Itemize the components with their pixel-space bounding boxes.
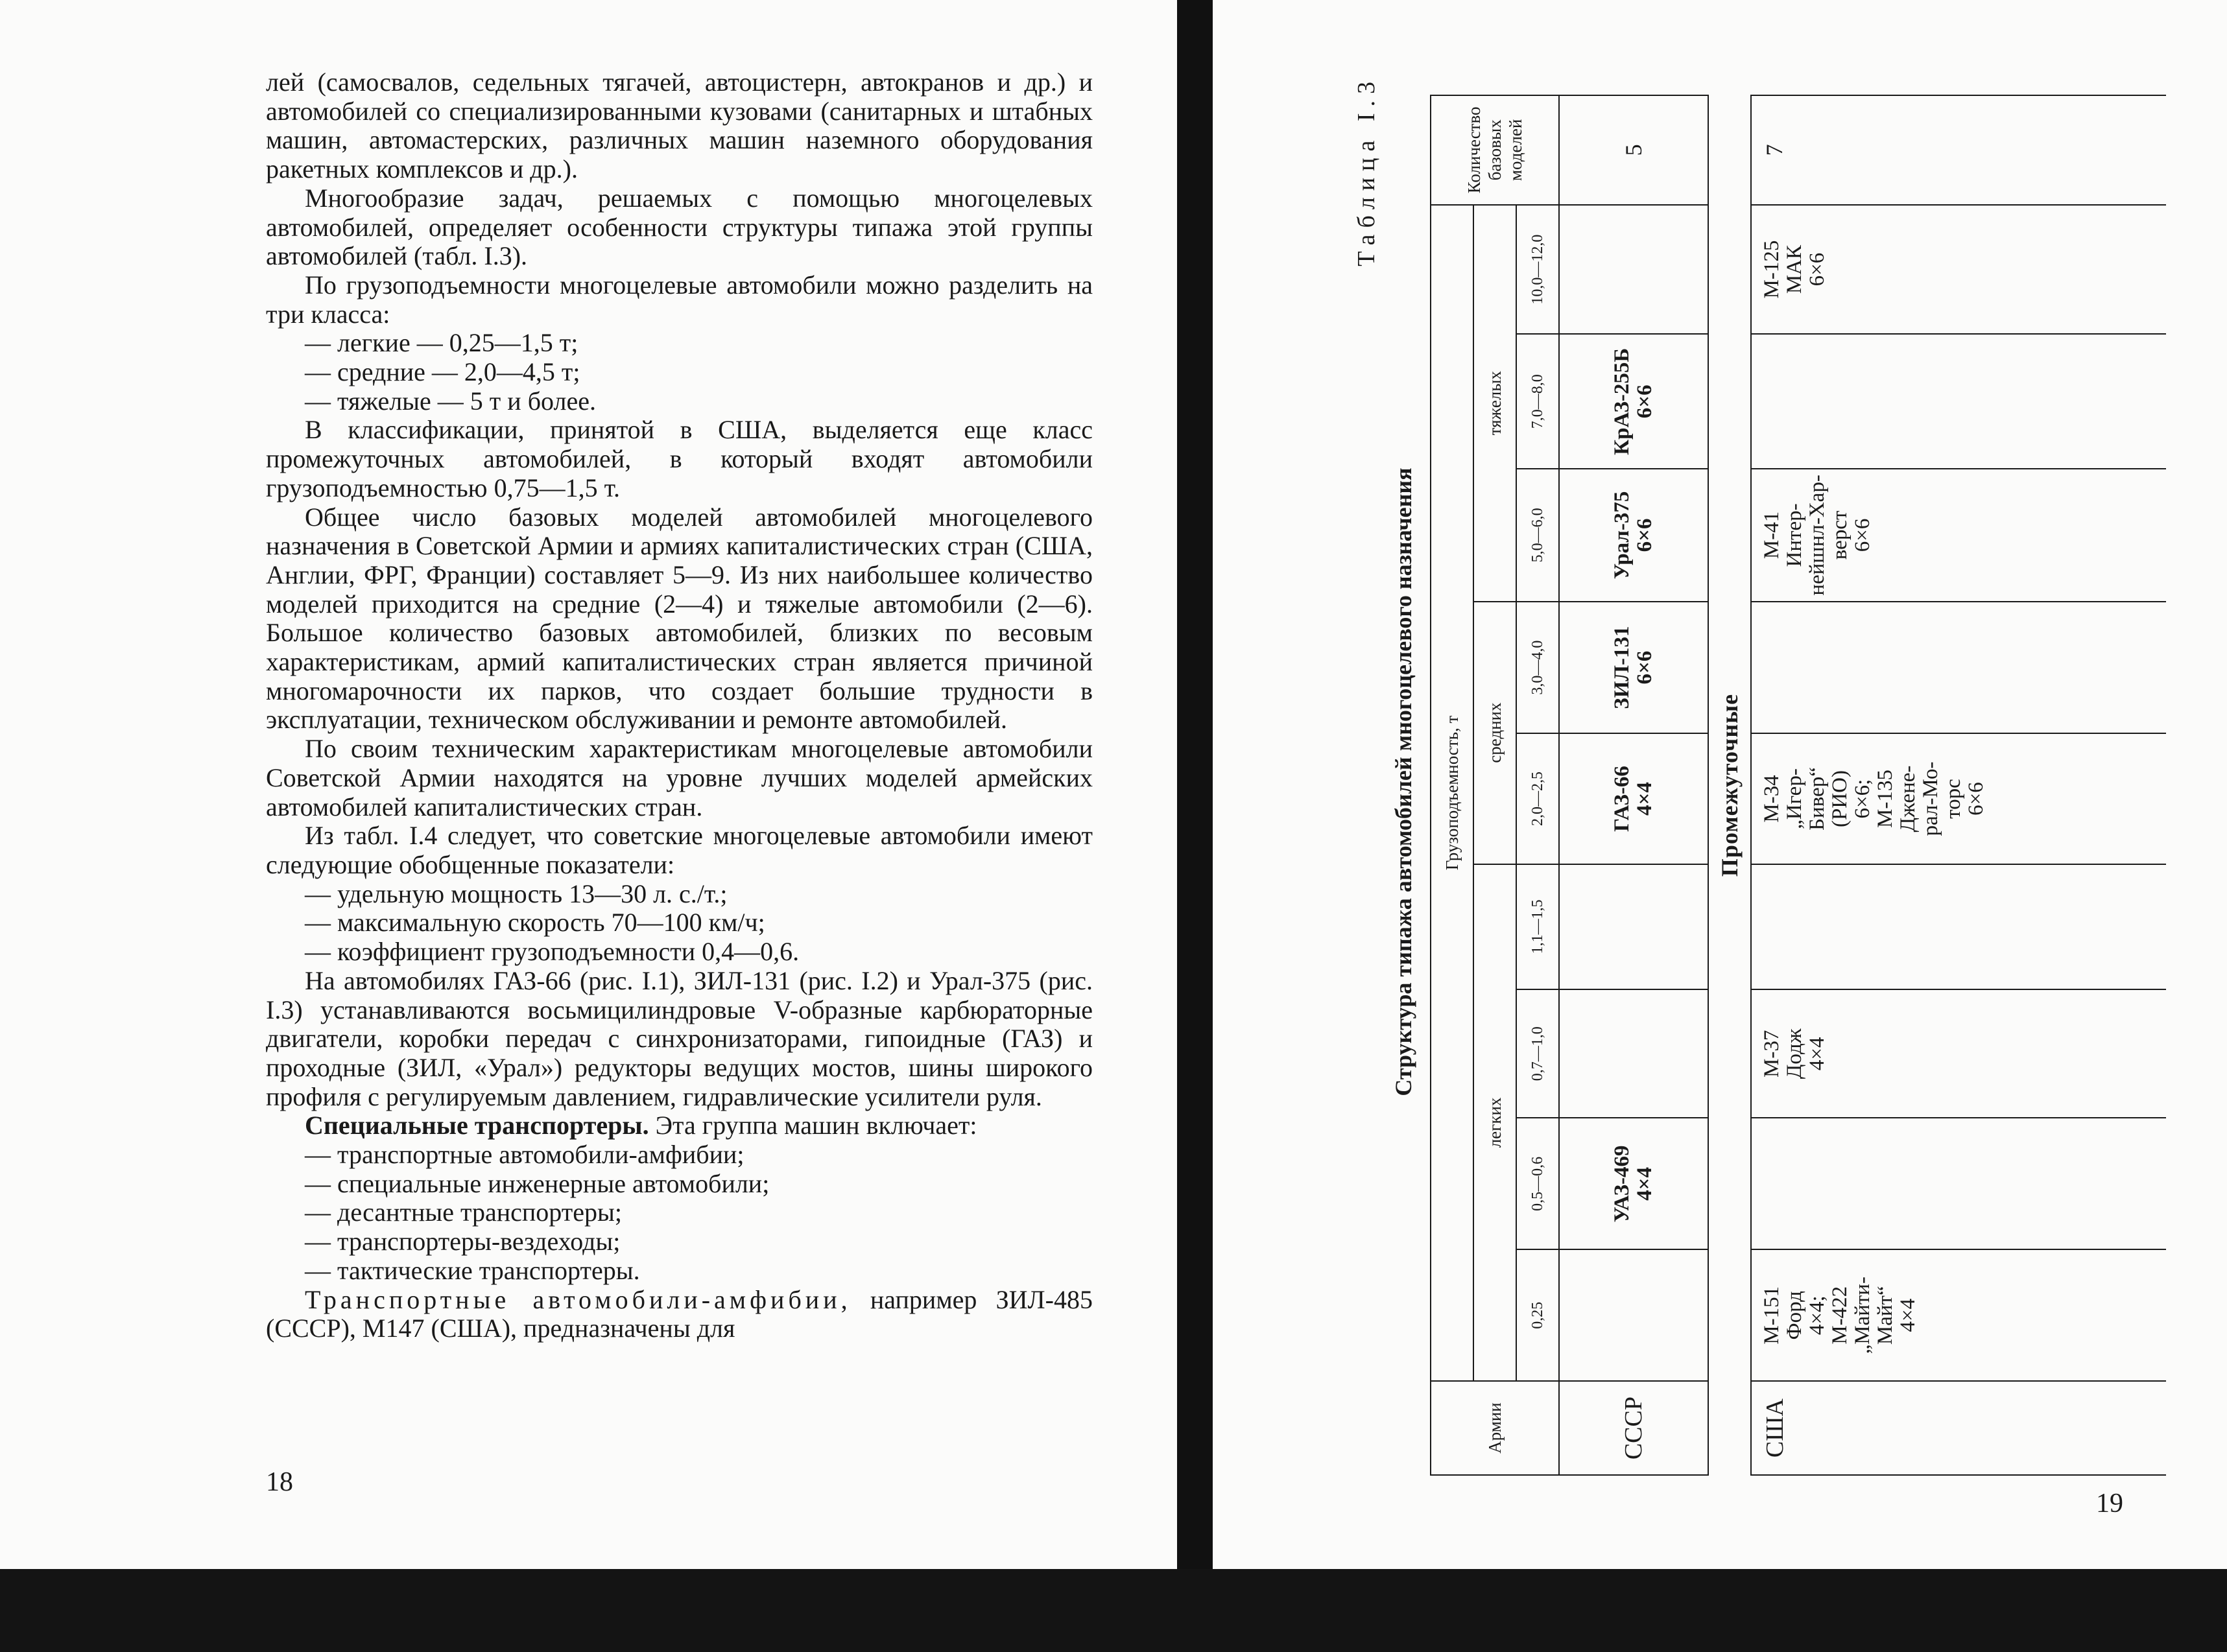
paragraph-rest: Эта группа машин включает: bbox=[649, 1111, 977, 1140]
paragraph: На автомобилях ГАЗ-66 (рис. I.1), ЗИЛ-131 (рис. I.2) и Урал-375 (рис. I.3) устанавливаются восьмицилиндровые V-образные карбюраторные двигатели, коробки передач с синхронизаторами, гипоидные (ГАЗ) и проходные (ЗИЛ, «Урал») редукторы ведущих мостов, шины широкого профиля с регулируемым давлением, гидравлические усилители руля. bbox=[266, 965, 1093, 1111]
header-group-heavy: тяжелых bbox=[1473, 205, 1516, 602]
army-cell: США bbox=[1751, 1381, 2166, 1475]
header-group-medium: средних bbox=[1473, 602, 1516, 864]
list-item: — транспортные автомобили-амфибии; bbox=[305, 1140, 744, 1170]
model-cell: Урал-375 6×6 bbox=[1559, 469, 1708, 602]
header-range: 1,1—1,5 bbox=[1516, 864, 1559, 989]
model-cell bbox=[1559, 864, 1708, 989]
model-cell: М-37 Додж 4×4 bbox=[1751, 989, 2166, 1118]
paragraph: По своим техническим характеристикам многоцелевые автомобили Советской Армии находятся на уровне лучших моделей армейских автомобилей капиталистических стран. bbox=[266, 734, 1093, 821]
model-cell: ГАЗ-66 4×4 bbox=[1559, 733, 1708, 864]
left-page-text bbox=[266, 68, 1093, 1343]
model-cell: М-41 Интер- нейшнл-Хар- верст 6×6 bbox=[1751, 469, 2166, 602]
vehicle-structure-table bbox=[1430, 95, 2166, 1476]
bold-lead: Специальные транспортеры. bbox=[305, 1111, 649, 1140]
spaced-lead: Транспортные автомобили-амфибии, bbox=[305, 1284, 852, 1314]
subheader-intermediate: Промежуточные bbox=[1708, 95, 1751, 1475]
table-row-usa bbox=[1751, 95, 2166, 1475]
list-item: — легкие — 0,25—1,5 т; bbox=[305, 328, 578, 358]
header-range: 2,0—2,5 bbox=[1516, 733, 1559, 864]
model-cell bbox=[1559, 989, 1708, 1118]
list-item: — средние — 2,0—4,5 т; bbox=[305, 357, 580, 387]
rotated-table-block bbox=[1352, 69, 2163, 1495]
header-armies: Армии bbox=[1431, 1381, 1559, 1475]
count-cell: 7 bbox=[1751, 95, 2166, 205]
header-count: Количество базовых моделей bbox=[1431, 95, 1559, 205]
list-item: — максимальную скорость 70—100 км/ч; bbox=[305, 908, 765, 938]
paragraph-amphibians bbox=[266, 1286, 1093, 1343]
paragraph: По грузоподъемности многоцелевые автомобили можно разделить на три класса: bbox=[266, 270, 1093, 329]
model-cell: М-125 МАК 6×6 bbox=[1751, 205, 2166, 335]
page-number-left: 18 bbox=[266, 1467, 293, 1497]
header-payload: Грузоподъемность, т bbox=[1431, 205, 1473, 1381]
model-cell bbox=[1559, 1249, 1708, 1381]
list-item: — удельную мощность 13—30 л. с./т.; bbox=[305, 879, 728, 908]
list-item: — специальные инженерные автомобили; bbox=[305, 1168, 770, 1198]
model-cell bbox=[1559, 205, 1708, 335]
model-cell: М-151 Форд 4×4; М-422 „Майти- Майт“ 4×4 bbox=[1751, 1249, 2166, 1381]
paragraph: Общее число базовых моделей автомобилей многоцелевого назначения в Советской Армии и армиях капиталистических стран (США, Англии, ФРГ, Франции) составляет 5—9. Из них наибольшее количество моделей приходится на средние (2—4) и тяжелые автомобили (2—6). Большое количество базовых автомобилей, близких по весовым характеристикам, армий капиталистических стран является причиной многомарочности их парков, что создает большие трудности в эксплуатации, техническом обслуживании и ремонте автомобилей. bbox=[266, 502, 1093, 735]
header-range: 3,0—4,0 bbox=[1516, 602, 1559, 734]
table-subheader-row bbox=[1708, 95, 1751, 1475]
army-cell: СССР bbox=[1559, 1381, 1708, 1475]
paragraph: В классификации, принятой в США, выделяется еще класс промежуточных автомобилей, в который входят автомобили грузоподъемностью 0,75—1,5 т. bbox=[266, 415, 1093, 502]
header-range: 7,0—8,0 bbox=[1516, 334, 1559, 469]
model-cell bbox=[1751, 334, 2166, 469]
list-item: — коэффициент грузоподъемности 0,4—0,6. bbox=[305, 937, 800, 967]
book-spine-shadow bbox=[1177, 0, 1213, 1652]
count-cell: 5 bbox=[1559, 95, 1708, 205]
list-item: — десантные транспортеры; bbox=[305, 1198, 623, 1227]
model-cell bbox=[1751, 1118, 2166, 1250]
header-group-light: легких bbox=[1473, 864, 1516, 1382]
model-cell: УАЗ-469 4×4 bbox=[1559, 1118, 1708, 1250]
page-number-right: 19 bbox=[2096, 1489, 2123, 1518]
paragraph-special-transporters bbox=[266, 1111, 1093, 1140]
header-range: 5,0—6,0 bbox=[1516, 469, 1559, 602]
model-cell: КрАЗ-255Б 6×6 bbox=[1559, 334, 1708, 469]
paragraph: Из табл. I.4 следует, что советские многоцелевые автомобили имеют следующие обобщенные показатели: bbox=[266, 821, 1093, 879]
header-range: 0,25 bbox=[1516, 1249, 1559, 1381]
model-cell bbox=[1751, 602, 2166, 734]
table-title: Структура типажа автомобилей многоцелевого назначения bbox=[1390, 467, 1416, 1096]
paragraph: Многообразие задач, решаемых с помощью многоцелевых автомобилей, определяет особенности структуры типажа этой группы автомобилей (табл. I.3). bbox=[266, 183, 1093, 271]
model-cell: М-34 „Игер- Бивер“ (РИО) 6×6; М-135 Джене- рал-Мо- торс 6×6 bbox=[1751, 733, 2166, 864]
model-cell: ЗИЛ-131 6×6 bbox=[1559, 602, 1708, 734]
table-number: Таблица I.3 bbox=[1353, 75, 1380, 266]
list-item: — тяжелые — 5 т и более. bbox=[305, 386, 596, 416]
paragraph-rest: например ЗИЛ-485 (СССР), М147 (США), предназначены для bbox=[266, 1284, 1093, 1343]
list-item: — транспортеры-вездеходы; bbox=[305, 1227, 621, 1257]
paragraph: лей (самосвалов, седельных тягачей, автоцистерн, автокранов и др.) и автомобилей со специализированными кузовами (санитарных и штабных машин, автомастерских, различных машин наземного оборудования ракетных комплексов и др.). bbox=[266, 67, 1093, 184]
bottom-edge-shadow bbox=[0, 1569, 2227, 1652]
header-range: 0,7—1,0 bbox=[1516, 989, 1559, 1118]
table-row-ussr bbox=[1559, 95, 1708, 1475]
header-range: 10,0—12,0 bbox=[1516, 205, 1559, 335]
header-range: 0,5—0,6 bbox=[1516, 1118, 1559, 1250]
list-item: — тактические транспортеры. bbox=[305, 1255, 640, 1285]
model-cell bbox=[1751, 864, 2166, 989]
